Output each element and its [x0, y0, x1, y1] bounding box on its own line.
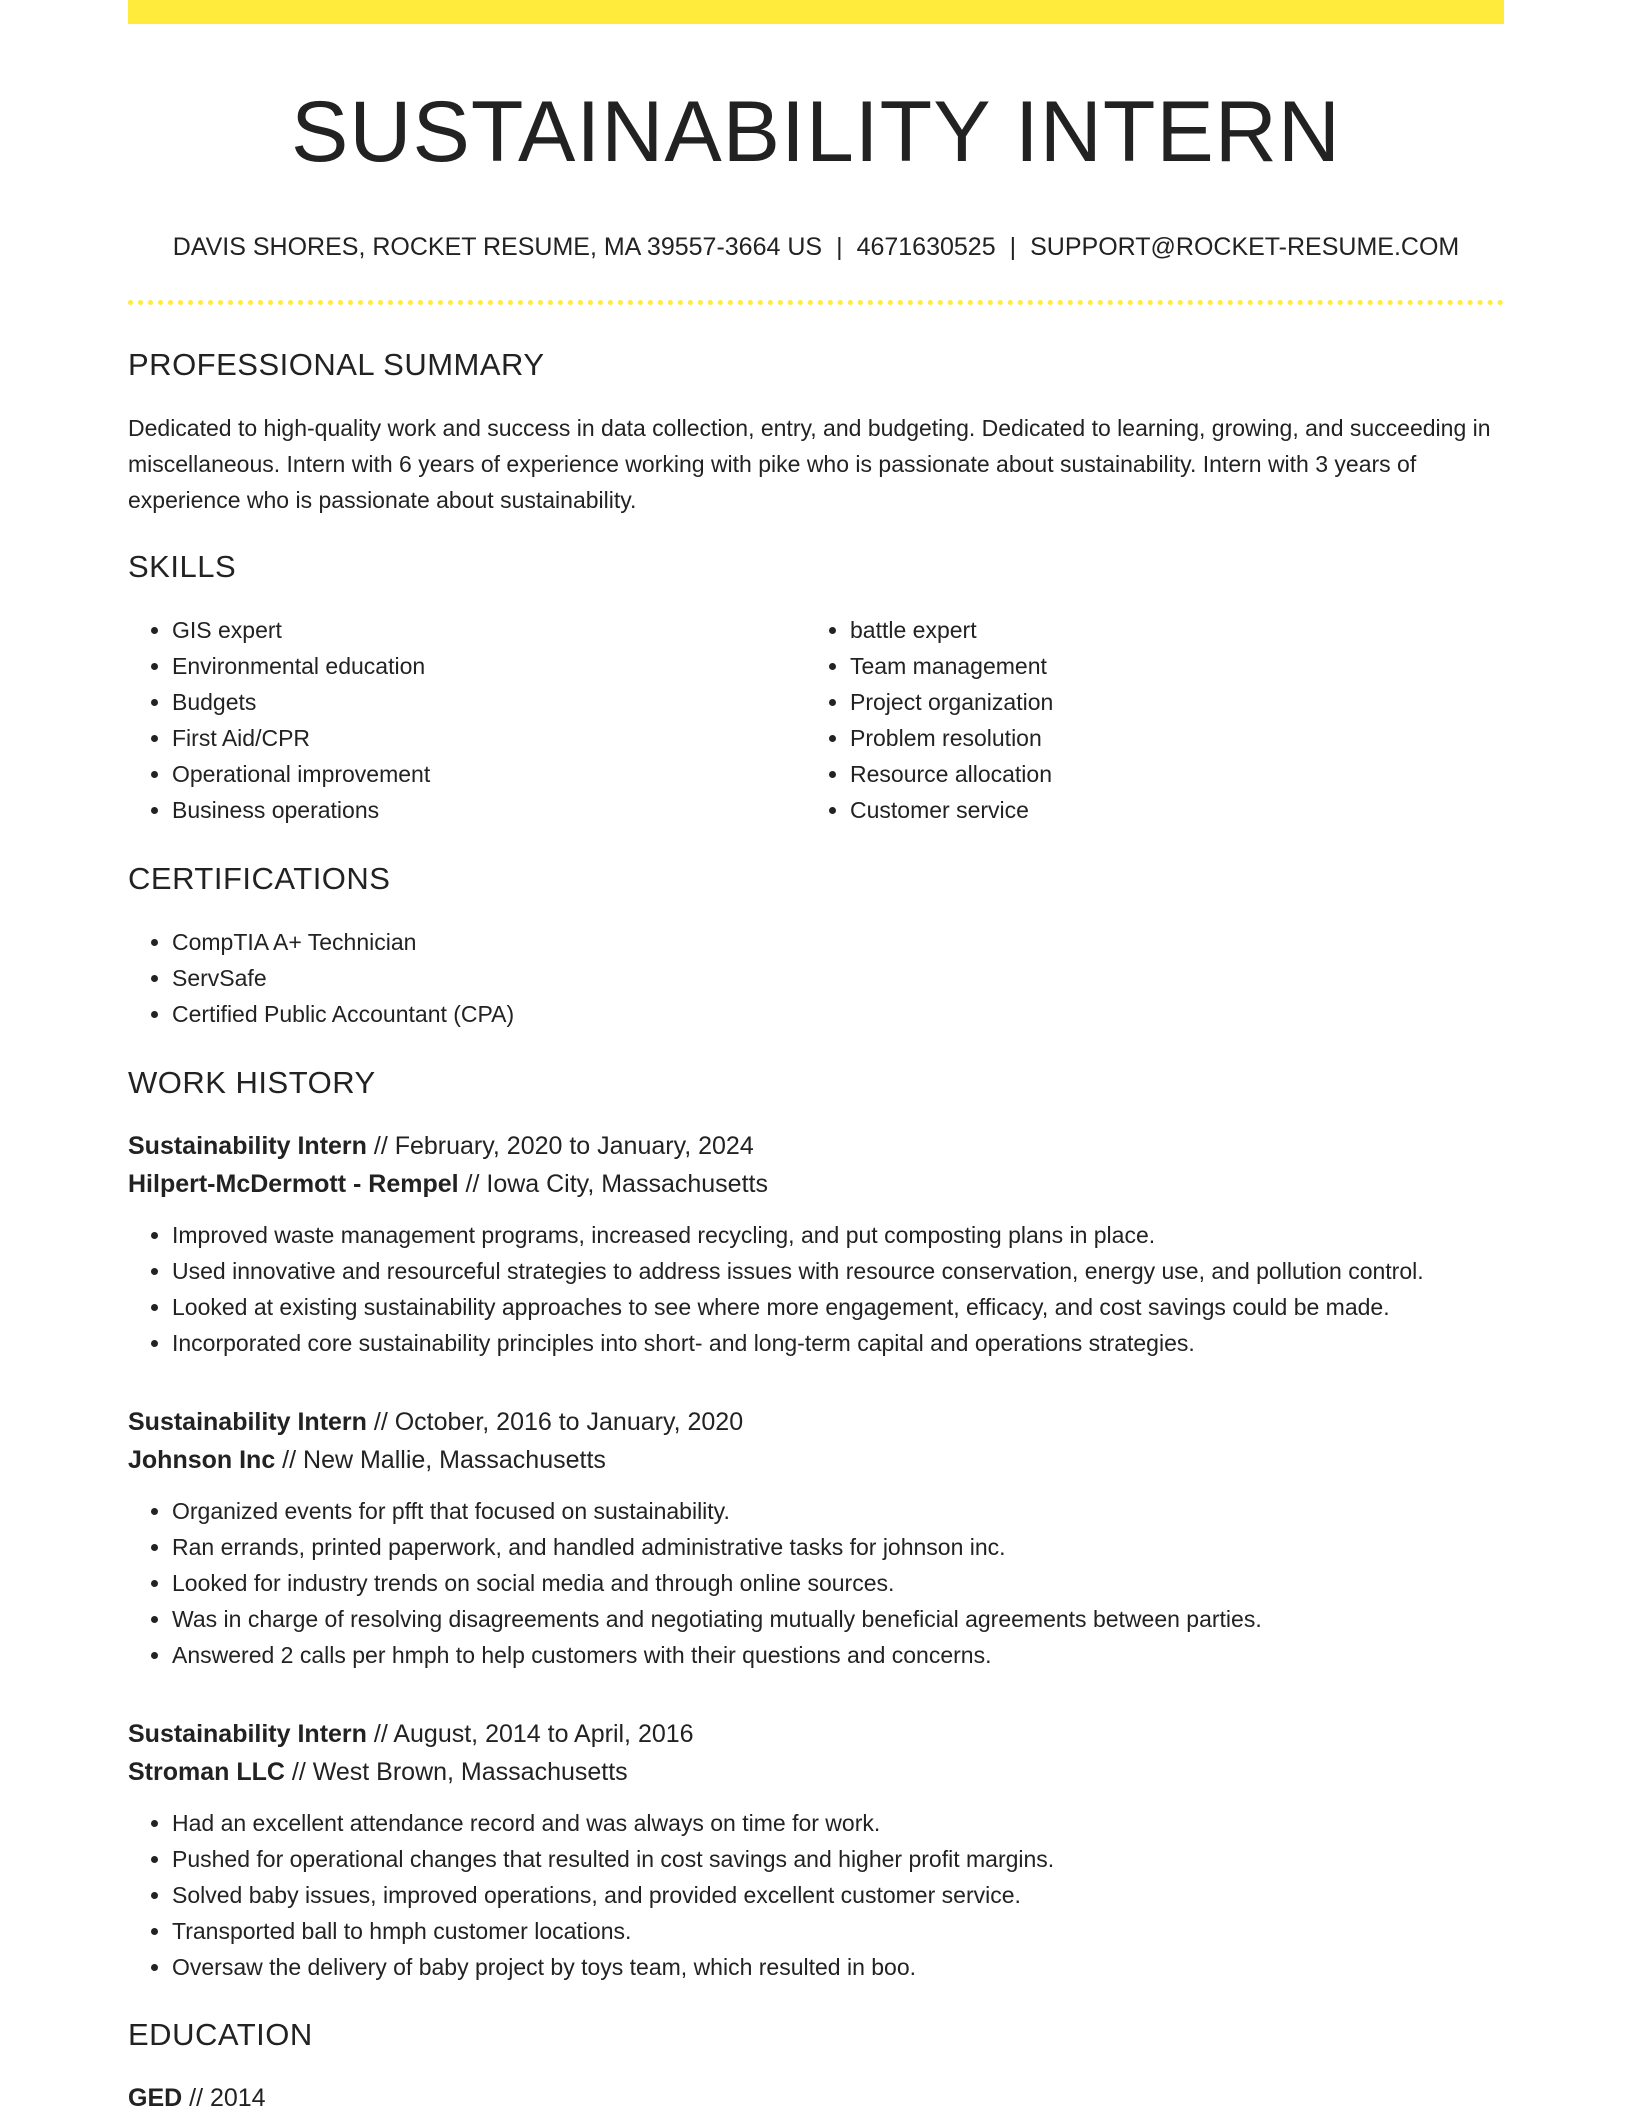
job-bullets [128, 1217, 1504, 1361]
skills-heading: SKILLS [128, 549, 237, 584]
education-degree: GED [128, 2084, 183, 2112]
job-location: // New Mallie, Massachusetts [275, 1446, 606, 1474]
job-bullet: • Pushed for operational changes that resulted in cost savings and higher profit margins. [172, 1841, 1504, 1877]
education-entry [128, 2079, 1504, 2112]
job-location: // West Brown, Massachusetts [284, 1758, 628, 1786]
job-entry [128, 1715, 1504, 1985]
job-entry [128, 1127, 1504, 1361]
skill-item: • Problem resolution [850, 720, 1484, 756]
job-bullet: • Organized events for pfft that focused on sustainability. [172, 1493, 1504, 1529]
job-role: Sustainability Intern [128, 1408, 367, 1436]
skill-item: • GIS expert [172, 612, 806, 648]
job-role-line [128, 1403, 1504, 1441]
job-bullet: • Looked at existing sustainability approaches to see where more engagement, efficacy, and cost savings could be made. [172, 1289, 1504, 1325]
job-dates: // August, 2014 to April, 2016 [366, 1720, 694, 1748]
skill-item: • Customer service [850, 792, 1484, 828]
job-bullets [128, 1493, 1504, 1673]
address: DAVIS SHORES, ROCKET RESUME, MA 39557-3664 US [172, 233, 823, 261]
job-bullet: • Answered 2 calls per hmph to help customers with their questions and concerns. [172, 1637, 1504, 1673]
job-bullet: • Improved waste management programs, increased recycling, and put composting plans in place. [172, 1217, 1504, 1253]
skill-item: • battle expert [850, 612, 1484, 648]
contact-line [128, 232, 1504, 262]
job-role: Sustainability Intern [128, 1720, 367, 1748]
job-company: Hilpert-McDermott - Rempel [128, 1170, 459, 1198]
skills-list [128, 612, 1504, 828]
job-dates: // October, 2016 to January, 2020 [366, 1408, 744, 1436]
resume-title: SUSTAINABILITY INTERN [290, 84, 1342, 180]
job-bullet: • Looked for industry trends on social media and through online sources. [172, 1565, 1504, 1601]
phone: 4671630525 [856, 233, 996, 261]
dotted-divider [128, 300, 1504, 305]
job-role-line [128, 1715, 1504, 1753]
certification-item: • Certified Public Accountant (CPA) [172, 996, 1504, 1032]
work-history-heading: WORK HISTORY [128, 1065, 376, 1100]
job-role: Sustainability Intern [128, 1132, 367, 1160]
education-heading: EDUCATION [128, 2017, 313, 2052]
job-company: Johnson Inc [128, 1446, 276, 1474]
job-bullet: • Ran errands, printed paperwork, and handled administrative tasks for johnson inc. [172, 1529, 1504, 1565]
job-company-line [128, 1165, 1504, 1203]
job-bullet: • Oversaw the delivery of baby project by toys team, which resulted in boo. [172, 1949, 1504, 1985]
summary-text: Dedicated to high-quality work and success in data collection, entry, and budgeting. Dedicated to learning, growing, and succeeding in miscellaneous. Intern with 6 years of experience working with pike who is passionate about sustainability. Intern with 3 years of experience who is passionate about sustainability. [128, 415, 1491, 513]
skills-column-left [128, 612, 806, 828]
job-bullet: • Solved baby issues, improved operations, and provided excellent customer service. [172, 1877, 1504, 1913]
certification-item: • ServSafe [172, 960, 1504, 996]
skill-item: • Project organization [850, 684, 1484, 720]
email: SUPPORT@ROCKET-RESUME.COM [1030, 233, 1460, 261]
skill-item: • First Aid/CPR [172, 720, 806, 756]
education-year: // 2014 [182, 2084, 266, 2112]
accent-bar [128, 0, 1504, 24]
job-bullet: • Was in charge of resolving disagreements and negotiating mutually beneficial agreements between parties. [172, 1601, 1504, 1637]
skill-item: • Environmental education [172, 648, 806, 684]
skill-item: • Resource allocation [850, 756, 1484, 792]
job-dates: // February, 2020 to January, 2024 [366, 1132, 754, 1160]
skill-item: • Business operations [172, 792, 806, 828]
job-bullet: • Had an excellent attendance record and was always on time for work. [172, 1805, 1504, 1841]
contact-separator: | [1009, 233, 1017, 261]
job-bullet: • Transported ball to hmph customer locations. [172, 1913, 1504, 1949]
skills-column-right [806, 612, 1484, 828]
job-company-line [128, 1753, 1504, 1791]
resume-page [128, 0, 1504, 2112]
certifications-heading: CERTIFICATIONS [128, 861, 391, 896]
summary-heading: PROFESSIONAL SUMMARY [128, 347, 545, 382]
certifications-list [128, 924, 1504, 1032]
job-role-line [128, 1127, 1504, 1165]
job-bullets [128, 1805, 1504, 1985]
job-company-line [128, 1441, 1504, 1479]
certification-item: • CompTIA A+ Technician [172, 924, 1504, 960]
contact-separator: | [836, 233, 843, 261]
skill-item: • Operational improvement [172, 756, 806, 792]
job-location: // Iowa City, Massachusetts [458, 1170, 768, 1198]
job-entry [128, 1403, 1504, 1673]
skill-item: • Budgets [172, 684, 806, 720]
job-bullet: • Incorporated core sustainability principles into short- and long-term capital and operations strategies. [172, 1325, 1504, 1361]
job-company: Stroman LLC [128, 1758, 285, 1786]
job-bullet: • Used innovative and resourceful strategies to address issues with resource conservation, energy use, and pollution control. [172, 1253, 1504, 1289]
skill-item: • Team management [850, 648, 1484, 684]
